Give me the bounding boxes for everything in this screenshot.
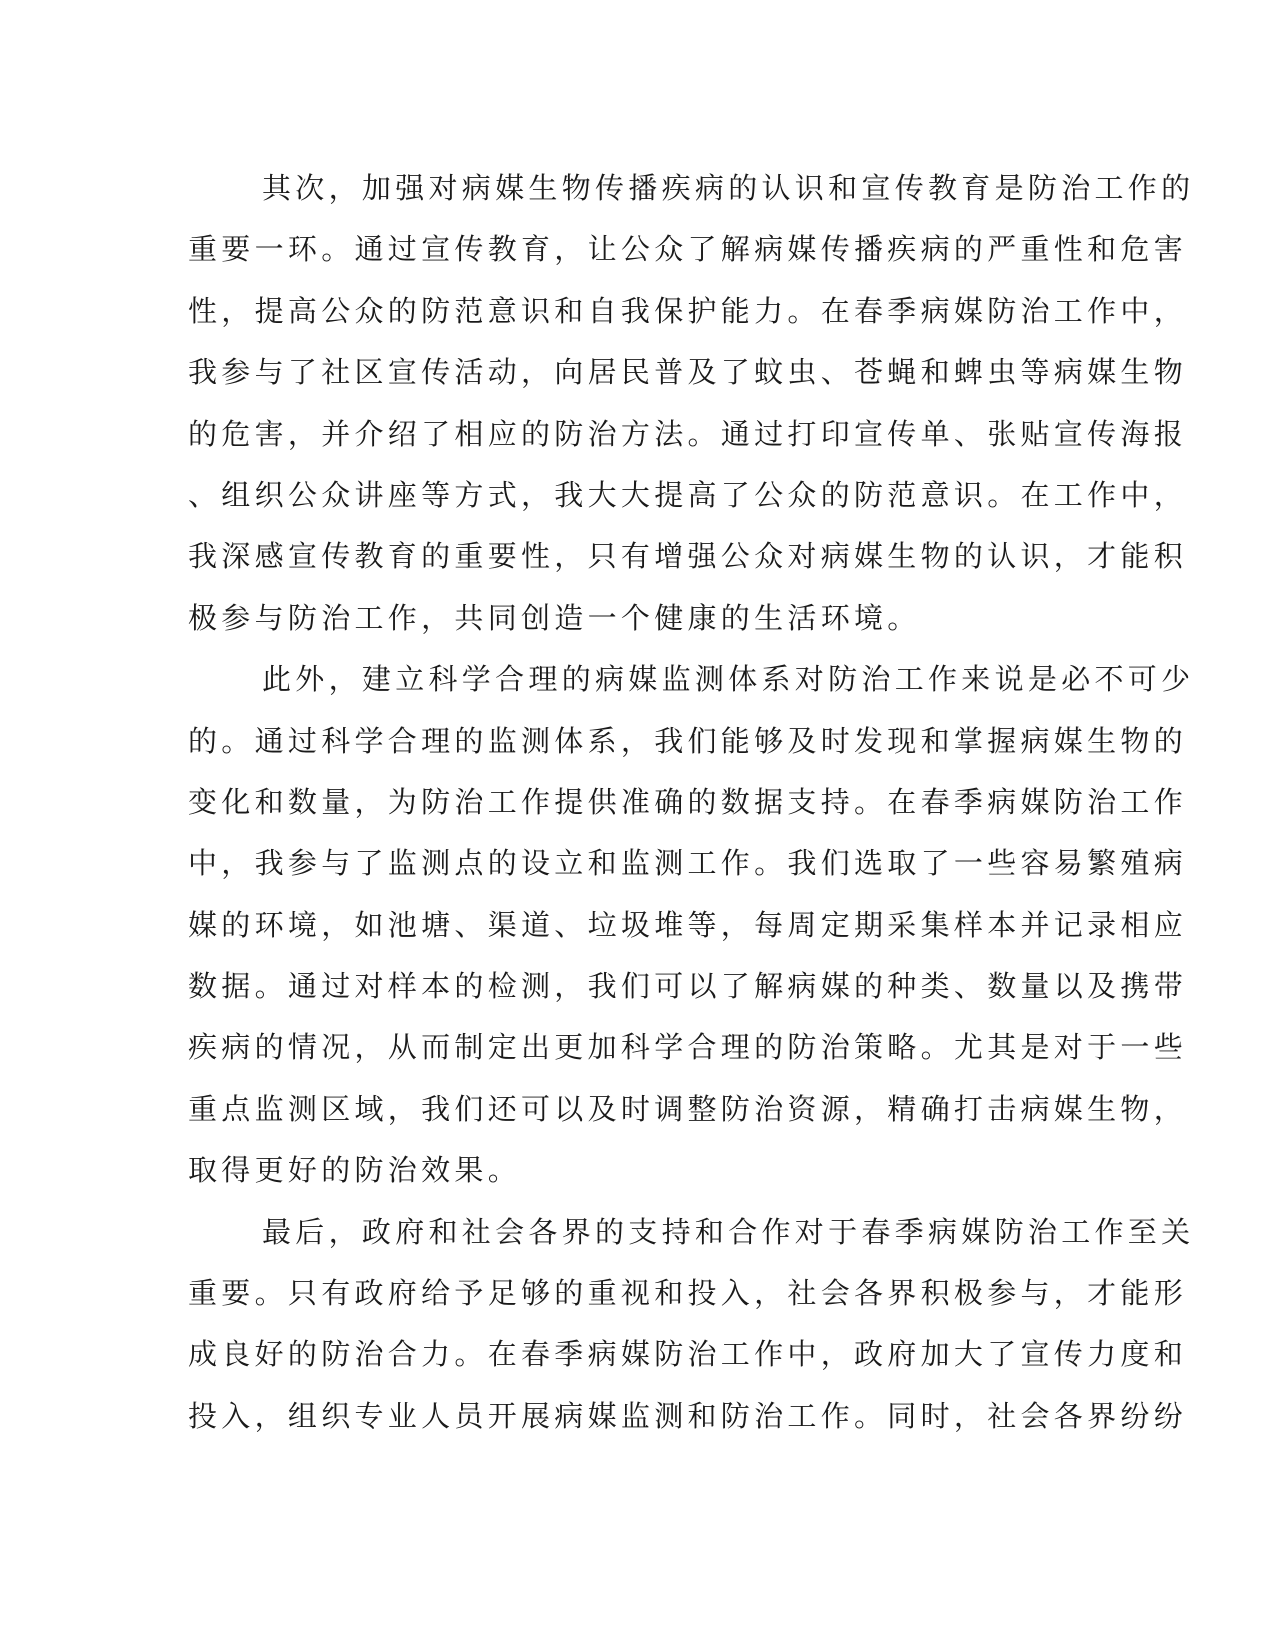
paragraph <box>188 1202 1195 1448</box>
paragraph-line: 媒的环境，如池塘、渠道、垃圾堆等，每周定期采集样本并记录相应 <box>188 907 1188 942</box>
paragraph-line: 其次，加强对病媒生物传播疾病的认识和宣传教育是防治工作的 <box>262 171 1195 205</box>
paragraph-line: 投入，组织专业人员开展病媒监测和防治工作。同时，社会各界纷纷 <box>188 1398 1188 1433</box>
paragraph-line: 重要一环。通过宣传教育，让公众了解病媒传播疾病的严重性和危害 <box>188 232 1188 267</box>
paragraph-line: 最后，政府和社会各界的支持和合作对于春季病媒防治工作至关 <box>262 1214 1195 1249</box>
paragraph-line: 、组织公众讲座等方式，我大大提高了公众的防范意识。在工作中， <box>188 477 1188 512</box>
paragraph <box>188 649 1195 1202</box>
paragraph-line: 极参与防治工作，共同创造一个健康的生活环境。 <box>188 600 921 635</box>
paragraph-line: 我参与了社区宣传活动，向居民普及了蚊虫、苍蝇和蜱虫等病媒生物 <box>188 355 1188 390</box>
paragraph-line: 重点监测区域，我们还可以及时调整防治资源，精确打击病媒生物， <box>188 1091 1188 1126</box>
paragraph-line: 性，提高公众的防范意识和自我保护能力。在春季病媒防治工作中， <box>188 293 1188 328</box>
document-body <box>188 158 1195 1447</box>
paragraph-line: 成良好的防治合力。在春季病媒防治工作中，政府加大了宣传力度和 <box>188 1337 1188 1372</box>
paragraph-line: 我深感宣传教育的重要性，只有增强公众对病媒生物的认识，才能积 <box>188 539 1188 574</box>
paragraph-line: 变化和数量，为防治工作提供准确的数据支持。在春季病媒防治工作 <box>188 784 1188 819</box>
paragraph-line: 的。通过科学合理的监测体系，我们能够及时发现和掌握病媒生物的 <box>188 723 1188 758</box>
paragraph-line: 的危害，并介绍了相应的防治方法。通过打印宣传单、张贴宣传海报 <box>188 416 1188 451</box>
paragraph-line: 取得更好的防治效果。 <box>188 1153 522 1188</box>
paragraph-line: 中，我参与了监测点的设立和监测工作。我们选取了一些容易繁殖病 <box>188 846 1188 881</box>
paragraph-line: 此外，建立科学合理的病媒监测体系对防治工作来说是必不可少 <box>262 662 1195 697</box>
paragraph-line: 重要。只有政府给予足够的重视和投入，社会各界积极参与，才能形 <box>188 1276 1188 1311</box>
paragraph-line: 数据。通过对样本的检测，我们可以了解病媒的种类、数量以及携带 <box>188 969 1188 1004</box>
paragraph <box>188 158 1195 649</box>
paragraph-line: 疾病的情况，从而制定出更加科学合理的防治策略。尤其是对于一些 <box>188 1030 1188 1065</box>
